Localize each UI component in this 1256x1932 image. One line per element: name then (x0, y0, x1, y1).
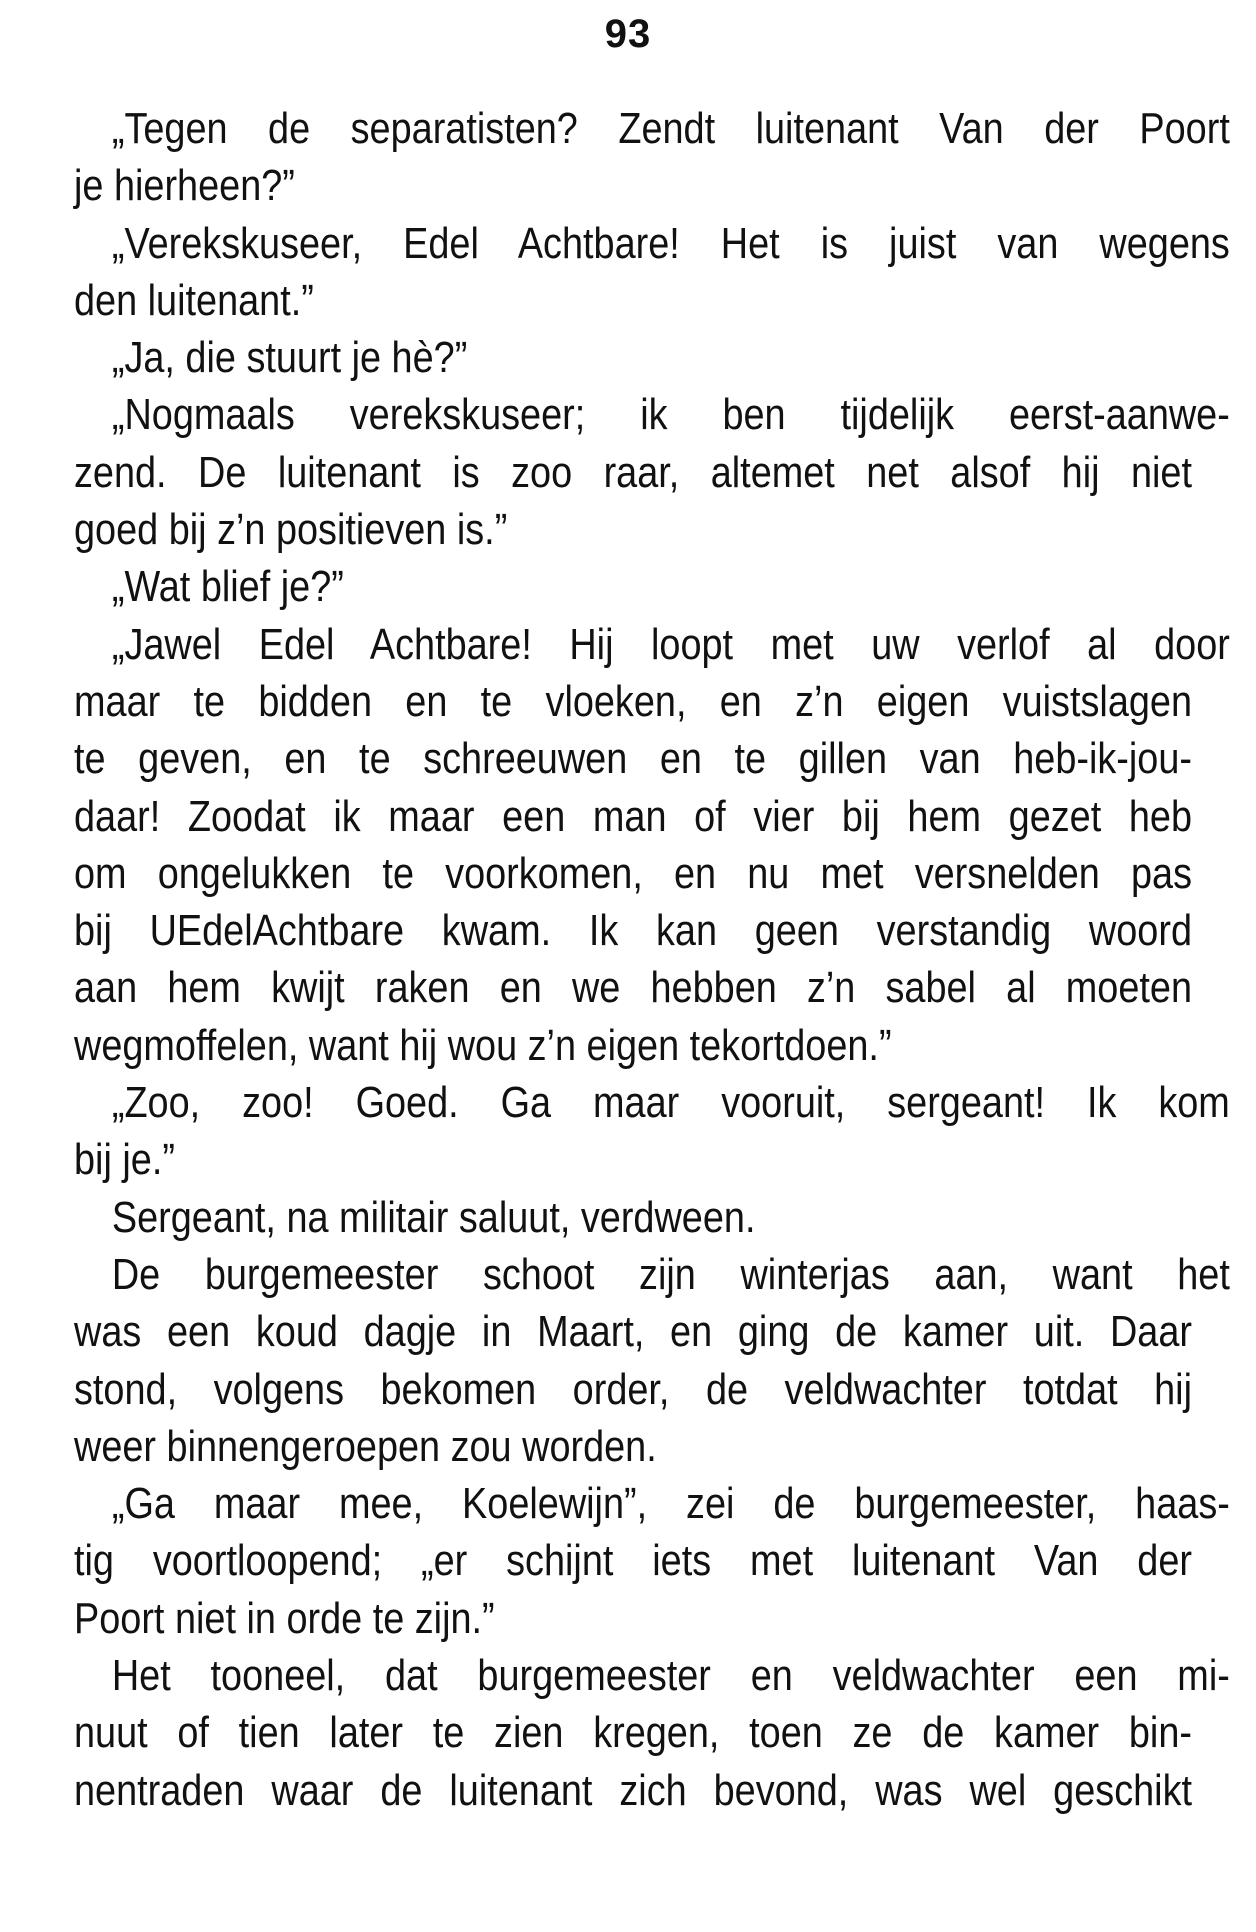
page-number: 93 (604, 12, 652, 56)
text-line: was een koud dagje in Maart, en ging de kamer uit. Daar (74, 1307, 1192, 1357)
text-line: Poort niet in orde te zijn.” (74, 1593, 495, 1643)
text-line: „Verekskuseer, Edel Achtbare! Het is juist van wegens (111, 218, 1230, 268)
text-line: den luitenant.” (74, 275, 314, 325)
text-line: wegmoffelen, want hij wou z’n eigen tekortdoen.” (74, 1020, 892, 1070)
text-line: weer binnengeroepen zou worden. (74, 1421, 657, 1471)
text-line: „Ja, die stuurt je hè?” (111, 333, 468, 383)
text-line: maar te bidden en te vloeken, en z’n eigen vuistslagen (74, 676, 1192, 726)
text-line: „Wat blief je?” (111, 562, 344, 612)
text-line: te geven, en te schreeuwen en te gillen van heb-ik-jou- (74, 734, 1192, 784)
text-line: zend. De luitenant is zoo raar, altemet net alsof hij niet (74, 447, 1192, 497)
text-line: bij je.” (74, 1135, 175, 1185)
text-line: je hierheen?” (74, 161, 295, 211)
text-line: nentraden waar de luitenant zich bevond, was wel geschikt (74, 1765, 1192, 1815)
text-line: „Ga maar mee, Koelewijn”, zei de burgemeester, haas- (111, 1479, 1230, 1529)
text-line: Sergeant, na militair saluut, verdween. (111, 1192, 756, 1242)
text-line: bij UEdelAchtbare kwam. Ik kan geen verstandig woord (74, 906, 1192, 956)
text-line: „Tegen de separatisten? Zendt luitenant Van der Poort (111, 104, 1230, 153)
text-line: aan hem kwijt raken en we hebben z’n sabel al moeten (74, 963, 1192, 1013)
text-line: om ongelukken te voorkomen, en nu met versnelden pas (74, 848, 1192, 898)
text-line: nuut of tien later te zien kregen, toen ze de kamer bin- (74, 1708, 1192, 1758)
text-line: stond, volgens bekomen order, de veldwachter totdat hij (74, 1364, 1192, 1414)
text-line: tig voortloopend; „er schijnt iets met luitenant Van der (74, 1536, 1192, 1586)
text-line: „Jawel Edel Achtbare! Hij loopt met uw verlof al door (111, 619, 1230, 669)
text-line: Het tooneel, dat burgemeester en veldwachter een mi- (111, 1651, 1230, 1701)
body-text (74, 100, 1230, 1819)
text-line: daar! Zoodat ik maar een man of vier bij hem gezet heb (74, 791, 1192, 841)
text-line: „Nogmaals verekskuseer; ik ben tijdelijk eerst-aanwe- (111, 390, 1230, 440)
text-line: De burgemeester schoot zijn winterjas aan, want het (111, 1249, 1230, 1299)
text-line: goed bij z’n positieven is.” (74, 505, 508, 555)
text-line: „Zoo, zoo! Goed. Ga maar vooruit, sergeant! Ik kom (111, 1078, 1230, 1128)
